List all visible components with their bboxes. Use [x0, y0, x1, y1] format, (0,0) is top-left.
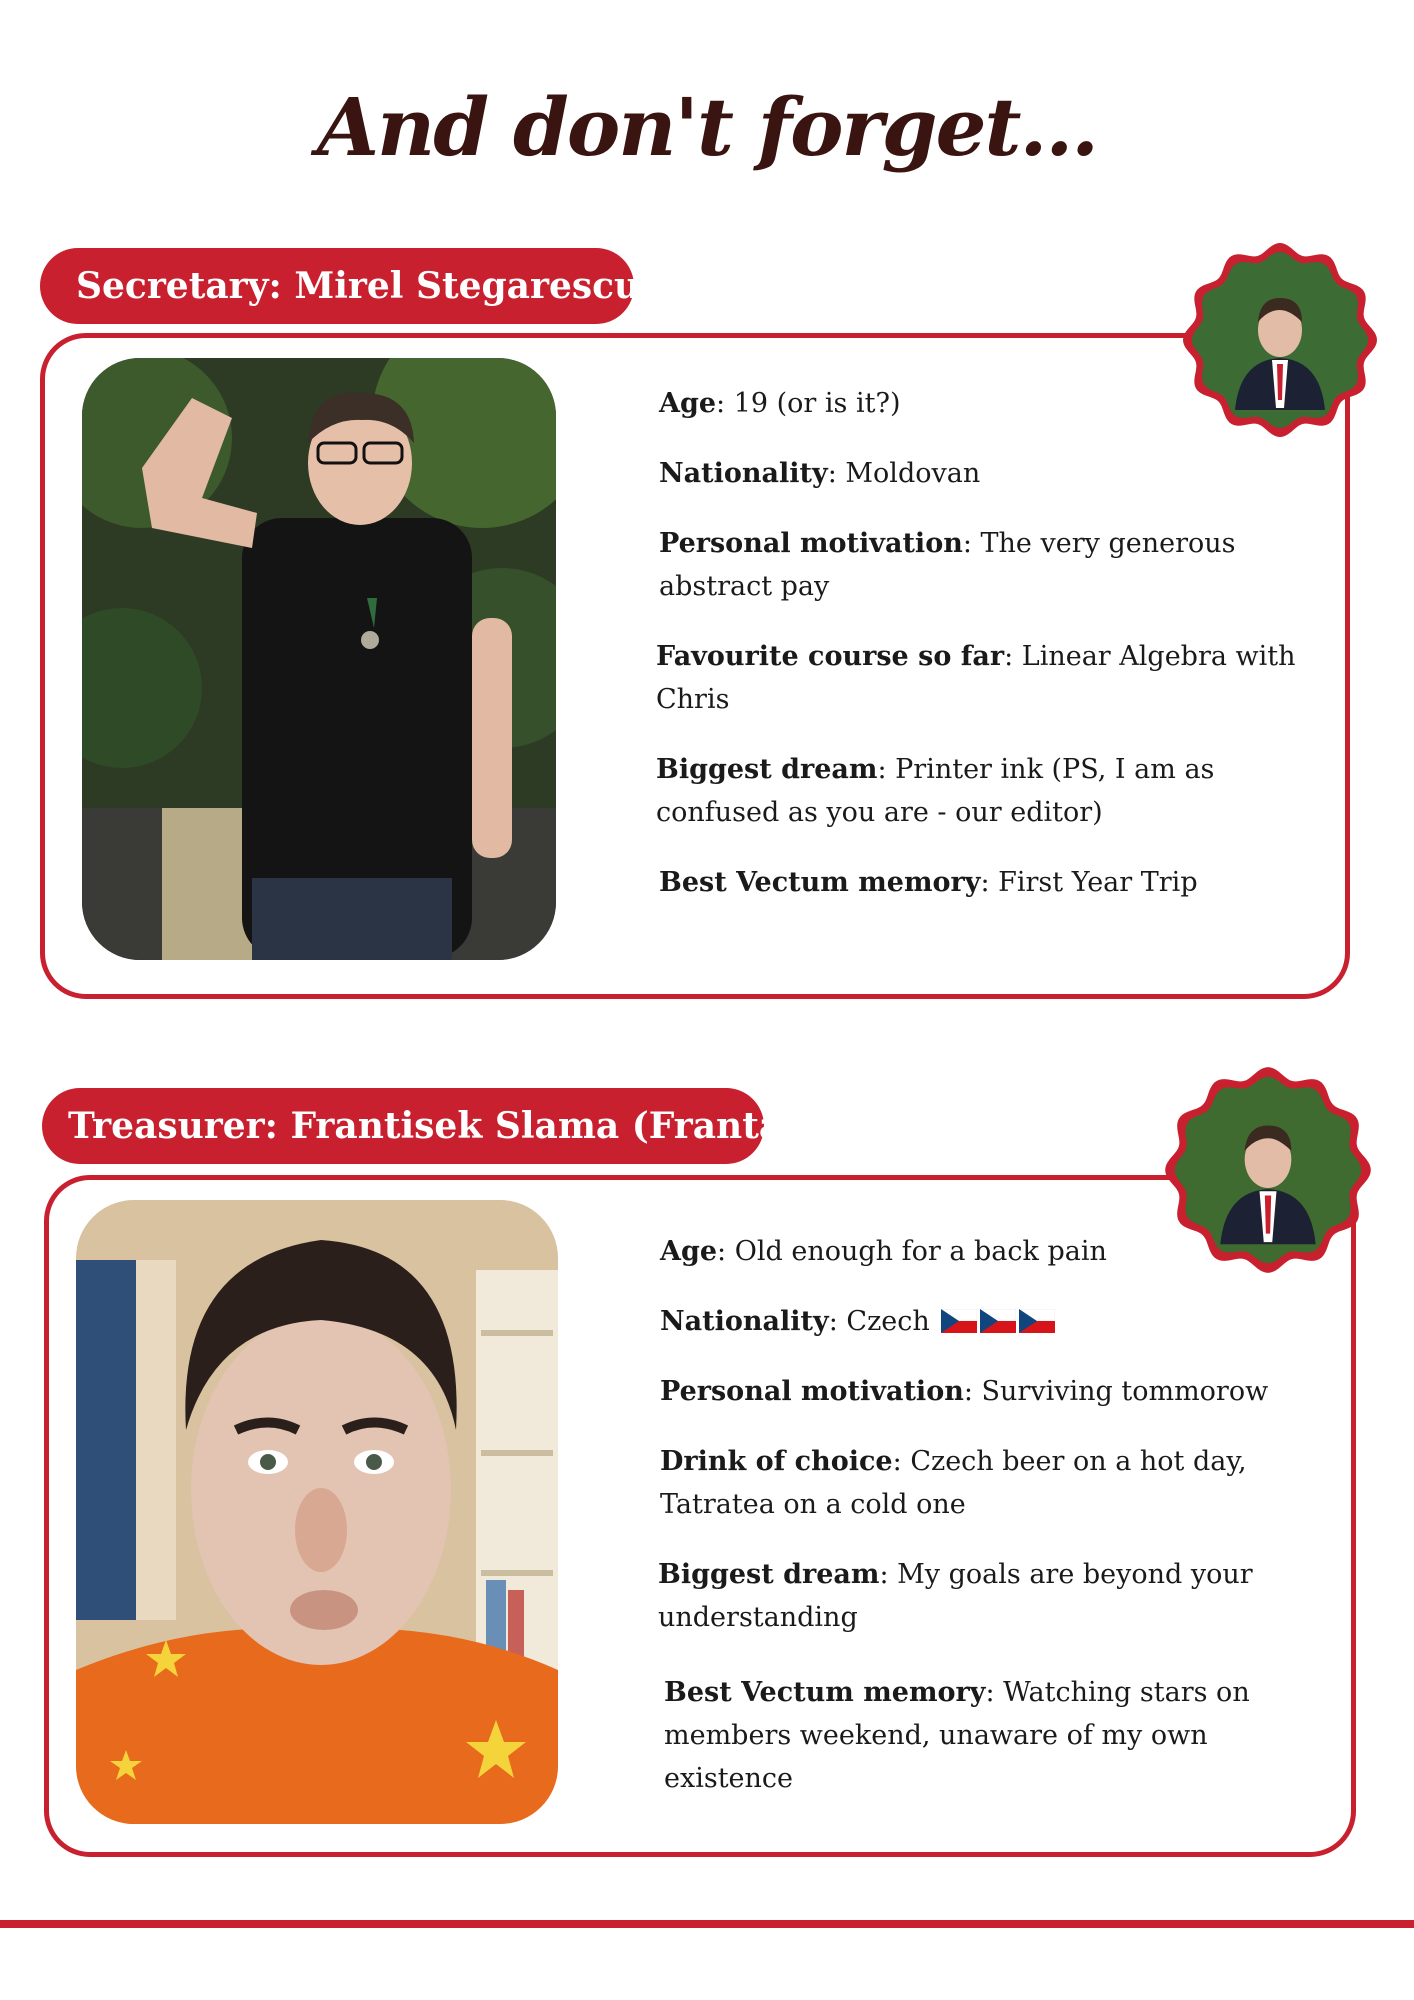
- field-nationality: Nationality: Moldovan: [659, 458, 981, 489]
- treasurer-info: [658, 1230, 1298, 1827]
- secretary-photo: [82, 358, 556, 960]
- secretary-info: [656, 382, 1296, 931]
- czech-flag-icon: [980, 1309, 1016, 1333]
- page-title: And don't forget...: [316, 80, 1098, 174]
- field-best-memory: Best Vectum memory: First Year Trip: [659, 867, 1198, 898]
- field-biggest-dream: Biggest dream: My goals are beyond your understanding: [658, 1559, 1253, 1633]
- field-drink-of-choice: Drink of choice: Czech beer on a hot day, Tatratea on a cold one: [660, 1446, 1247, 1520]
- field-best-memory: Best Vectum memory: Watching stars on members weekend, unaware of my own existence: [664, 1677, 1250, 1794]
- field-favourite-course: Favourite course so far: Linear Algebra with Chris: [656, 641, 1296, 715]
- treasurer-photo: [76, 1200, 558, 1824]
- czech-flag-icon: [1019, 1309, 1055, 1333]
- treasurer-heading: Treasurer: Frantisek Slama (Franta): [42, 1088, 764, 1164]
- field-age: Age: Old enough for a back pain: [660, 1236, 1107, 1267]
- field-age: Age: 19 (or is it?): [659, 388, 901, 419]
- field-personal-motivation: Personal motivation: The very generous abstract pay: [659, 528, 1236, 602]
- footer-divider: [0, 1920, 1414, 1928]
- czech-flag-icon: [941, 1309, 977, 1333]
- secretary-heading: Secretary: Mirel Stegarescu: [40, 248, 634, 324]
- field-biggest-dream: Biggest dream: Printer ink (PS, I am as confused as you are - our editor): [656, 754, 1215, 828]
- field-personal-motivation: Personal motivation: Surviving tommorow: [660, 1376, 1269, 1407]
- field-nationality: Nationality: Czech: [660, 1300, 1298, 1343]
